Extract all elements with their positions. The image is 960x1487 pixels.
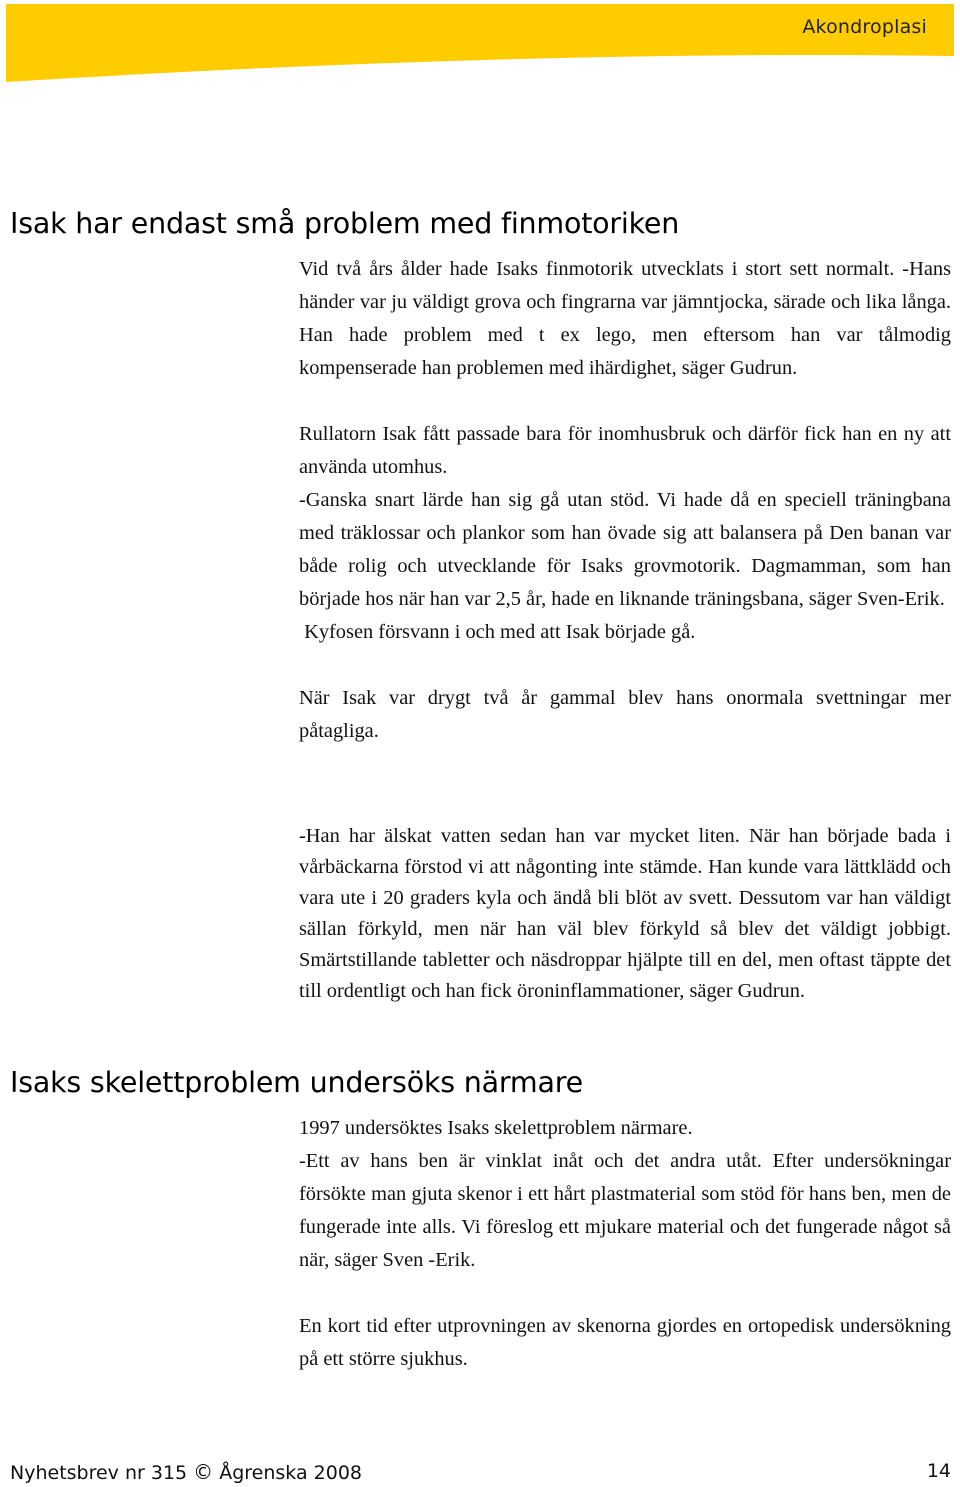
footer-publisher: Ågrenska 2008 bbox=[219, 1462, 363, 1484]
paragraph: En kort tid efter utprovningen av skenorna gjordes en ortopedisk undersökning på ett större sjukhus. bbox=[299, 1315, 951, 1370]
body-block-skelettproblem bbox=[299, 1112, 951, 1376]
paragraph: När Isak var drygt två år gammal blev hans onormala svettningar mer påtagliga. bbox=[299, 687, 951, 742]
body-block-finmotorik bbox=[299, 253, 951, 748]
page-number: 14 bbox=[926, 1460, 951, 1482]
paragraph: -Han har älskat vatten sedan han var mycket liten. När han började bada i vårbäckarna förstod vi att någonting inte stämde. Han kunde vara lättklädd och vara ute i 20 graders kyla och ändå bli blöt av svett. Dessutom var han väldigt sällan förkyld, men när han väl blev förkyld så blev det väldigt jobbigt. Smärtstillande tabletter och näsdroppar hjälpte till en del, men oftast täppte det till ordentligt och han fick öroninflammationer, säger Gudrun. bbox=[299, 825, 951, 1002]
paragraph: -Ganska snart lärde han sig gå utan stöd. Vi hade då en speciell träningbana med träklossar och plankor som han övade sig att balansera på Den banan var både rolig och utvecklande för Isaks grovmotorik. Dagmamman, som han började hos när han var 2,5 år, hade en liknande träningsbana, säger Sven-Erik. bbox=[299, 489, 951, 610]
footer-newsletter: Nyhetsbrev nr 315 bbox=[10, 1462, 188, 1484]
paragraph: Rullatorn Isak fått passade bara för inomhusbruk och därför fick han en ny att använda utomhus. bbox=[299, 423, 951, 478]
section-heading-finmotorik: Isak har endast små problem med finmotoriken bbox=[10, 207, 680, 240]
paragraph: 1997 undersöktes Isaks skelettproblem närmare. bbox=[299, 1117, 693, 1139]
paragraph: -Ett av hans ben är vinklat inåt och det andra utåt. Efter undersökningar försökte man gjuta skenor i ett hårt plastmaterial som stöd för hans ben, men de fungerade inte alls. Vi föreslog ett mjukare material och det fungerade något så när, säger Sven -Erik. bbox=[299, 1150, 951, 1271]
paragraph: Kyfosen försvann i och med att Isak började gå. bbox=[299, 621, 696, 643]
header-band bbox=[0, 0, 960, 90]
header-title: Akondroplasi bbox=[802, 16, 927, 38]
footer-credits bbox=[10, 1460, 362, 1484]
paragraph: Vid två års ålder hade Isaks finmotorik utvecklats i stort sett normalt. -Hans händer var ju väldigt grova och fingrarna var jämntjocka, särade och lika långa. Han hade problem med t ex lego, men eftersom han var tålmodig kompenserade han problemen med ihärdighet, säger Gudrun. bbox=[299, 258, 951, 379]
body-block-svettningar bbox=[299, 821, 951, 1007]
header-band-shape bbox=[0, 0, 960, 90]
copyright-icon: © bbox=[193, 1460, 214, 1484]
section-heading-skelettproblem: Isaks skelettproblem undersöks närmare bbox=[10, 1066, 583, 1099]
